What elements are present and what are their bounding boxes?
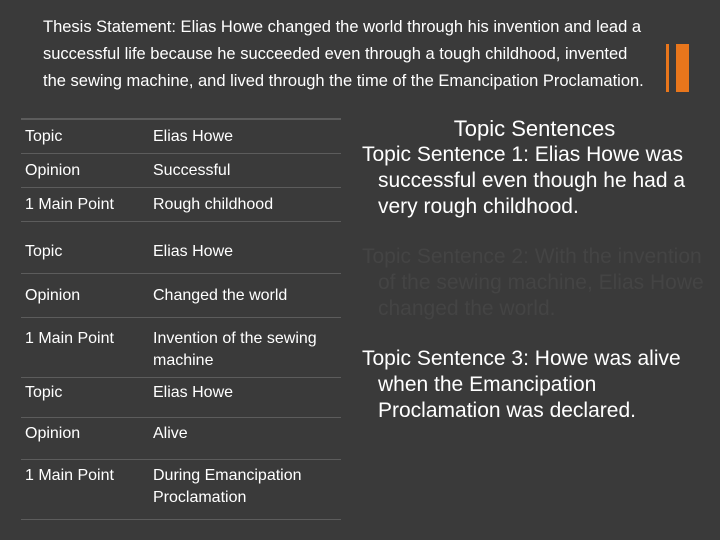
row-label: Topic	[21, 221, 149, 273]
row-value: During Emancipation Proclamation	[149, 459, 341, 519]
table-row	[21, 153, 341, 187]
row-label: 1 Main Point	[21, 459, 149, 519]
row-value: Rough childhood	[149, 187, 341, 221]
topic-sentence-2: Topic Sentence 2: With the invention of the sewing machine, Elias Howe changed the world.	[362, 245, 704, 320]
row-value: Elias Howe	[149, 377, 341, 417]
row-label: Opinion	[21, 273, 149, 317]
thesis-statement: Thesis Statement: Elias Howe changed the world through his invention and lead a successful life because he succeeded even through a tough childhood, invented the sewing machine, and lived through the time of the Emancipation Proclamation.	[43, 18, 644, 90]
table-row	[21, 187, 341, 221]
table-row	[21, 459, 341, 519]
row-value: Elias Howe	[149, 221, 341, 273]
row-label: Opinion	[21, 417, 149, 459]
row-label: Opinion	[21, 153, 149, 187]
accent-bar-thin	[666, 44, 669, 92]
outline-table	[21, 118, 341, 520]
table-row	[21, 119, 341, 153]
topic-sentences-title: Topic Sentences	[453, 116, 616, 141]
row-value: Invention of the sewing machine	[149, 317, 341, 377]
row-value: Elias Howe	[149, 119, 341, 153]
topic-sentence-3: Topic Sentence 3: Howe was alive when the Emancipation Proclamation was declared.	[362, 347, 681, 422]
row-label: Topic	[21, 119, 149, 153]
table-row	[21, 221, 341, 273]
table-row	[21, 377, 341, 417]
table-row	[21, 417, 341, 459]
topic-sentences-panel	[362, 116, 707, 424]
row-label: Topic	[21, 377, 149, 417]
topic-sentence-1: Topic Sentence 1: Elias Howe was successful even though he had a very rough childhood.	[362, 143, 686, 218]
row-label: 1 Main Point	[21, 187, 149, 221]
table-row	[21, 317, 341, 377]
row-value: Changed the world	[149, 273, 341, 317]
accent-bar-thick	[676, 44, 689, 92]
row-value: Alive	[149, 417, 341, 459]
row-value: Successful	[149, 153, 341, 187]
table-row	[21, 273, 341, 317]
row-label: 1 Main Point	[21, 317, 149, 377]
